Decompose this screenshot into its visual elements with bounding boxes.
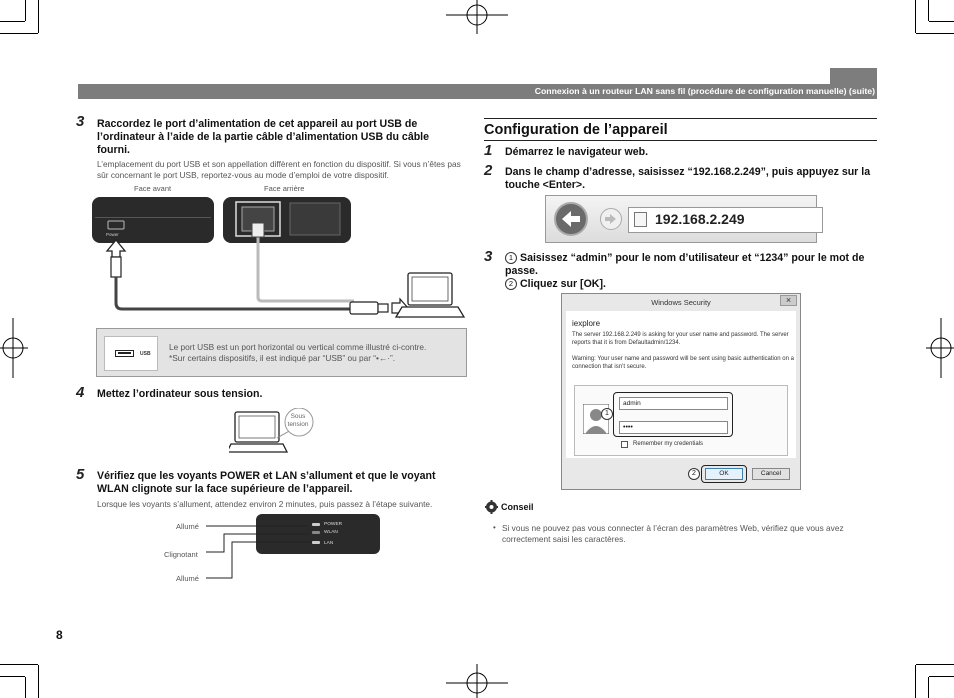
power-port-label: Power (106, 232, 119, 237)
r-step3-text1-content: Saisissez “admin” pour le nom d’utilisateur et “1234” pour le mot de passe. (505, 252, 865, 277)
r-step3-text2-content: Cliquez sur [OK]. (520, 278, 606, 290)
step5-text: Vérifiez que les voyants POWER et LAN s’allument et que le voyant WLAN clignote sur la face supérieure de l’appareil. (97, 470, 436, 495)
circle-number-2: 2 (505, 278, 517, 290)
r-step3-text2 (505, 278, 877, 291)
r-step1-text: Démarrez le navigateur web. (505, 146, 649, 158)
step3-number: 3 (76, 113, 85, 130)
r-step2-text: Dans le champ d’adresse, saisissez “192.168.2.249”, puis appuyez sur la touche <Enter>. (505, 166, 871, 191)
section-title: Configuration de l’appareil (484, 122, 668, 138)
remember-label: Remember my credentials (633, 441, 704, 447)
step4-text: Mettez l’ordinateur sous tension. (97, 388, 263, 400)
page-number: 8 (56, 628, 63, 642)
section-rule-bottom (484, 140, 877, 141)
step3-text: Raccordez le port d’alimentation de cet appareil au port USB de l’ordinateur à l’aide de la partie câble d’alimentation USB du câble fourni. (97, 118, 430, 156)
step5-note: Lorsque les voyants s’allument, attendez environ 2 minutes, puis passez à l’étape suivante. (97, 499, 433, 509)
username-input[interactable]: admin (619, 397, 728, 410)
step5-number: 5 (76, 466, 85, 483)
cancel-button[interactable]: Cancel (752, 468, 790, 480)
usb-port-label: USB (140, 351, 151, 357)
step4-number: 4 (76, 384, 85, 401)
led-lan-label: LAN (324, 541, 334, 546)
page-icon (634, 212, 647, 227)
forward-arrow-icon (604, 212, 618, 226)
back-arrow-icon (560, 209, 582, 229)
led-label-blink: Clignotant (164, 550, 198, 559)
led-indicator-illustration (200, 512, 385, 584)
led-wlan-label: WLAN (324, 530, 338, 535)
r-step2-number: 2 (484, 162, 493, 179)
tip-text: Si vous ne pouvez pas vous connecter à l’écran des paramètres Web, vérifiez que vous avez correctement saisi les caractères. (502, 523, 844, 544)
label-front: Face avant (134, 184, 172, 193)
header-tab (830, 68, 877, 86)
circle-number-1: 1 (505, 252, 517, 264)
marker-2: 2 (688, 468, 700, 480)
section-rule-top (484, 118, 877, 119)
registration-mark-right (926, 318, 954, 378)
step3-note: L’emplacement du port USB et son appellation diffèrent en fonction du dispositif. Si vous n’êtes pas sûr concernant le port USB, reportez-vous au mode d’emploi de votre dispositif. (97, 159, 461, 180)
registration-mark-bottom (446, 664, 508, 698)
tip-bullet-dot: • (493, 523, 496, 532)
address-url: 192.168.2.249 (655, 211, 745, 227)
usb-port-pin (118, 352, 131, 354)
led-label-on-1: Allumé (176, 522, 199, 531)
r-step1-number: 1 (484, 142, 493, 159)
usb-box-line1: Le port USB est un port horizontal ou vertical comme illustré ci-contre. (169, 342, 427, 352)
registration-mark-left (0, 318, 28, 378)
usb-connection-illustration (92, 193, 472, 323)
usb-box-line2: *Sur certains dispositifs, il est indiqué par “USB” ou par “•←·”. (169, 353, 396, 363)
header-title: Connexion à un routeur LAN sans fil (procédure de configuration manuelle) (suite) (534, 86, 875, 96)
dialog-title: Windows Security (651, 298, 711, 307)
ok-button[interactable]: OK (705, 468, 743, 480)
dialog-message: The server 192.168.2.249 is asking for your user name and password. The server reports that it is from Defaultadmin/1234. (572, 332, 789, 346)
led-label-on-2: Allumé (176, 574, 199, 583)
remember-checkbox[interactable] (621, 441, 628, 448)
label-back: Face arrière (264, 184, 305, 193)
r-step3-text1 (505, 252, 877, 278)
power-on-callout: Sous tension (287, 413, 309, 428)
dialog-app-name: iexplore (572, 319, 601, 328)
dialog-close-button[interactable]: × (780, 295, 797, 306)
password-input[interactable]: •••• (619, 421, 728, 434)
r-step3-number: 3 (484, 248, 493, 265)
tip-title: Conseil (501, 502, 534, 512)
registration-mark-top (446, 0, 508, 34)
led-power-label: POWER (324, 522, 343, 527)
tip-gear-icon (485, 500, 498, 514)
dialog-warning: Warning: Your user name and password will be sent using basic authentication on a connection that isn’t secure. (572, 356, 794, 370)
marker-1: 1 (601, 408, 613, 420)
